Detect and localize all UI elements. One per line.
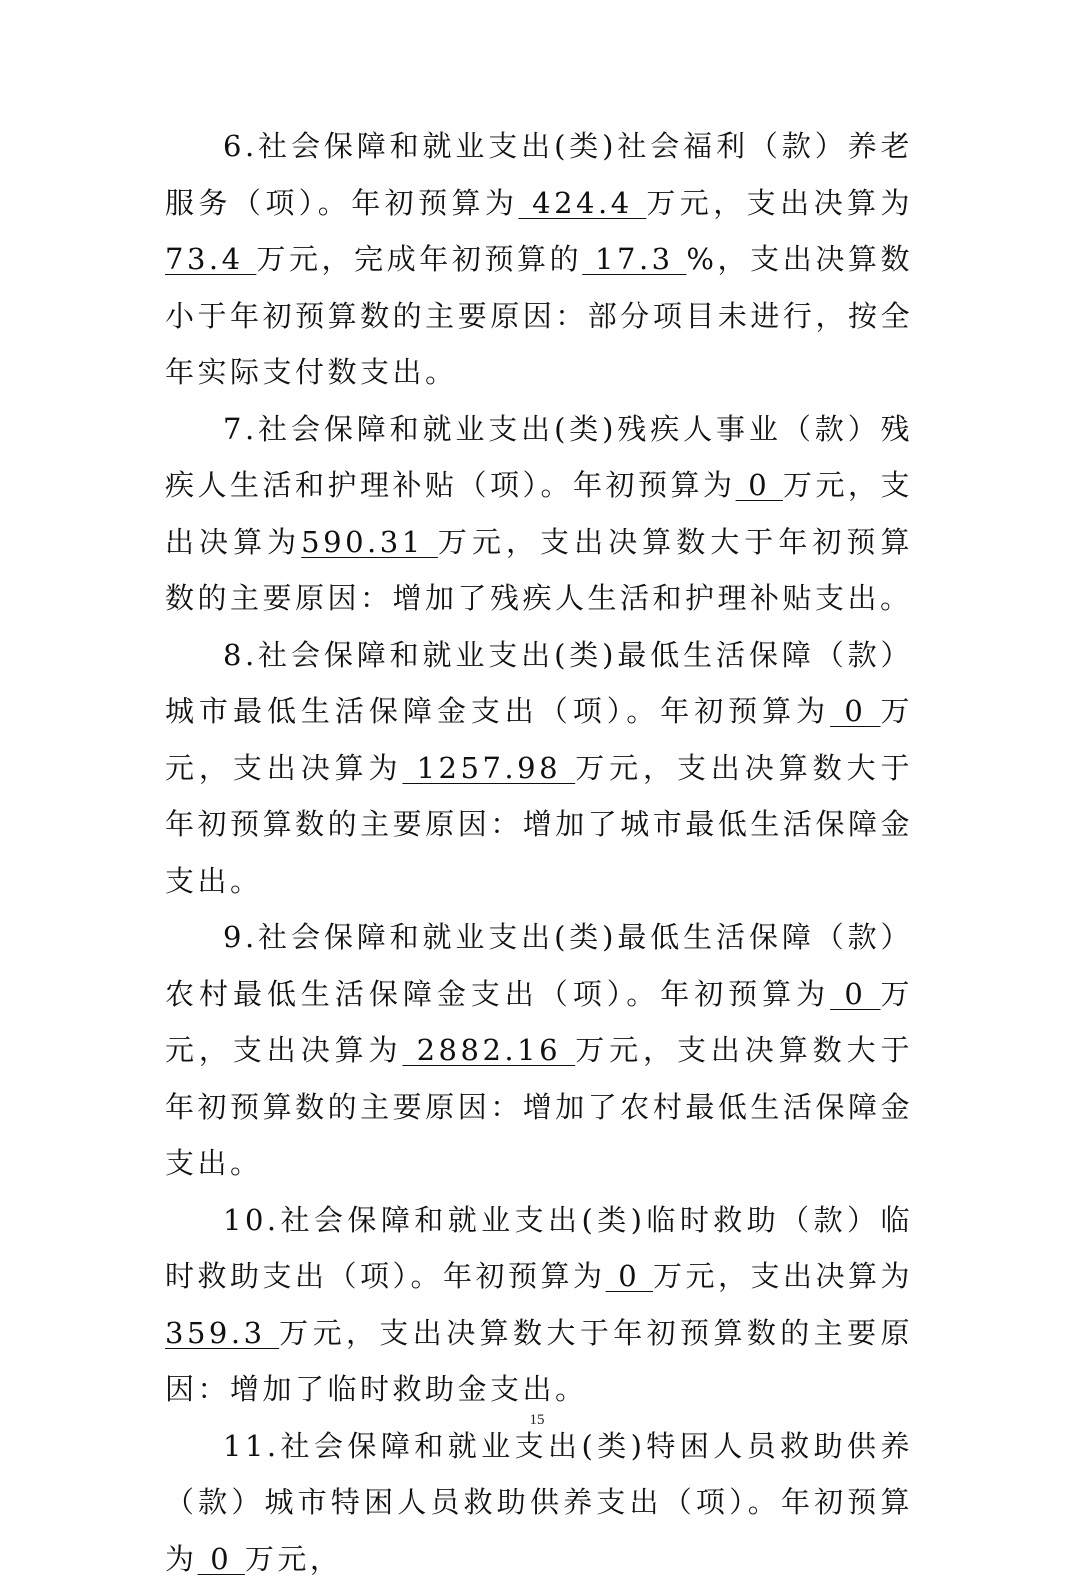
text-segment: %，支出决算数小于年初预算数的主要原因：部分项目未进行，按全年实际支付数支出。: [165, 242, 913, 389]
body-text: [165, 118, 913, 1587]
text-segment: 7.社会保障和就业支出(类)残疾人事业（款）残疾人生活和护理补贴（项）。年初预算为: [165, 412, 913, 503]
text-segment: 万元，支出决算为: [165, 694, 913, 785]
page-number: 15: [0, 1412, 1074, 1429]
text-segment: 8.社会保障和就业支出(类)最低生活保障（款）城市最低生活保障金支出（项）。年初预算为: [165, 638, 913, 729]
text-segment: 万元，完成年初预算的: [256, 242, 582, 276]
underlined-value: 1257.98: [402, 751, 575, 785]
paragraph-7: [165, 401, 913, 627]
paragraph-6: [165, 118, 913, 401]
paragraph-8: [165, 627, 913, 910]
text-segment: 万元，: [245, 1542, 343, 1576]
text-segment: 万元，支出决算数大于年初预算数的主要原因：增加了残疾人生活和护理补贴支出。: [165, 525, 913, 616]
text-segment: 万元，支出决算数大于年初预算数的主要原因：增加了临时救助金支出。: [165, 1316, 913, 1407]
text-segment: 万元，支出决算数大于年初预算数的主要原因：增加了农村最低生活保障金支出。: [165, 1033, 913, 1180]
underlined-value: 0: [736, 468, 783, 502]
underlined-value: 17.3: [582, 242, 686, 276]
text-segment: 10.社会保障和就业支出(类)临时救助（款）临时救助支出（项）。年初预算为: [165, 1203, 913, 1294]
text-segment: 万元，支出决算数大于年初预算数的主要原因：增加了城市最低生活保障金支出。: [165, 751, 913, 898]
text-segment: 11.社会保障和就业支出(类)特困人员救助供养（款）城市特困人员救助供养支出（项）。年初预算为: [165, 1429, 913, 1576]
underlined-value: 359.3: [165, 1316, 279, 1350]
underlined-value: 424.4: [518, 186, 646, 220]
paragraph-11: [165, 1418, 913, 1587]
text-segment: 万元，支出决算为: [646, 186, 913, 220]
underlined-value: 0: [830, 694, 880, 728]
text-segment: 万元，支出决算为: [653, 1259, 913, 1293]
underlined-value: 0: [198, 1542, 245, 1576]
paragraph-9: [165, 909, 913, 1192]
underlined-value: 0: [606, 1259, 653, 1293]
underlined-value: 0: [830, 977, 880, 1011]
underlined-value: 590.31: [301, 525, 438, 559]
text-segment: 万元，支出决算为: [165, 468, 913, 559]
text-segment: 9.社会保障和就业支出(类)最低生活保障（款）农村最低生活保障金支出（项）。年初预算为: [165, 920, 913, 1011]
text-segment: 6.社会保障和就业支出(类)社会福利（款）养老服务（项）。年初预算为: [165, 129, 913, 220]
paragraph-10: [165, 1192, 913, 1418]
underlined-value: 2882.16: [402, 1033, 575, 1067]
underlined-value: 73.4: [165, 242, 256, 276]
text-segment: 万元，支出决算为: [165, 977, 913, 1068]
